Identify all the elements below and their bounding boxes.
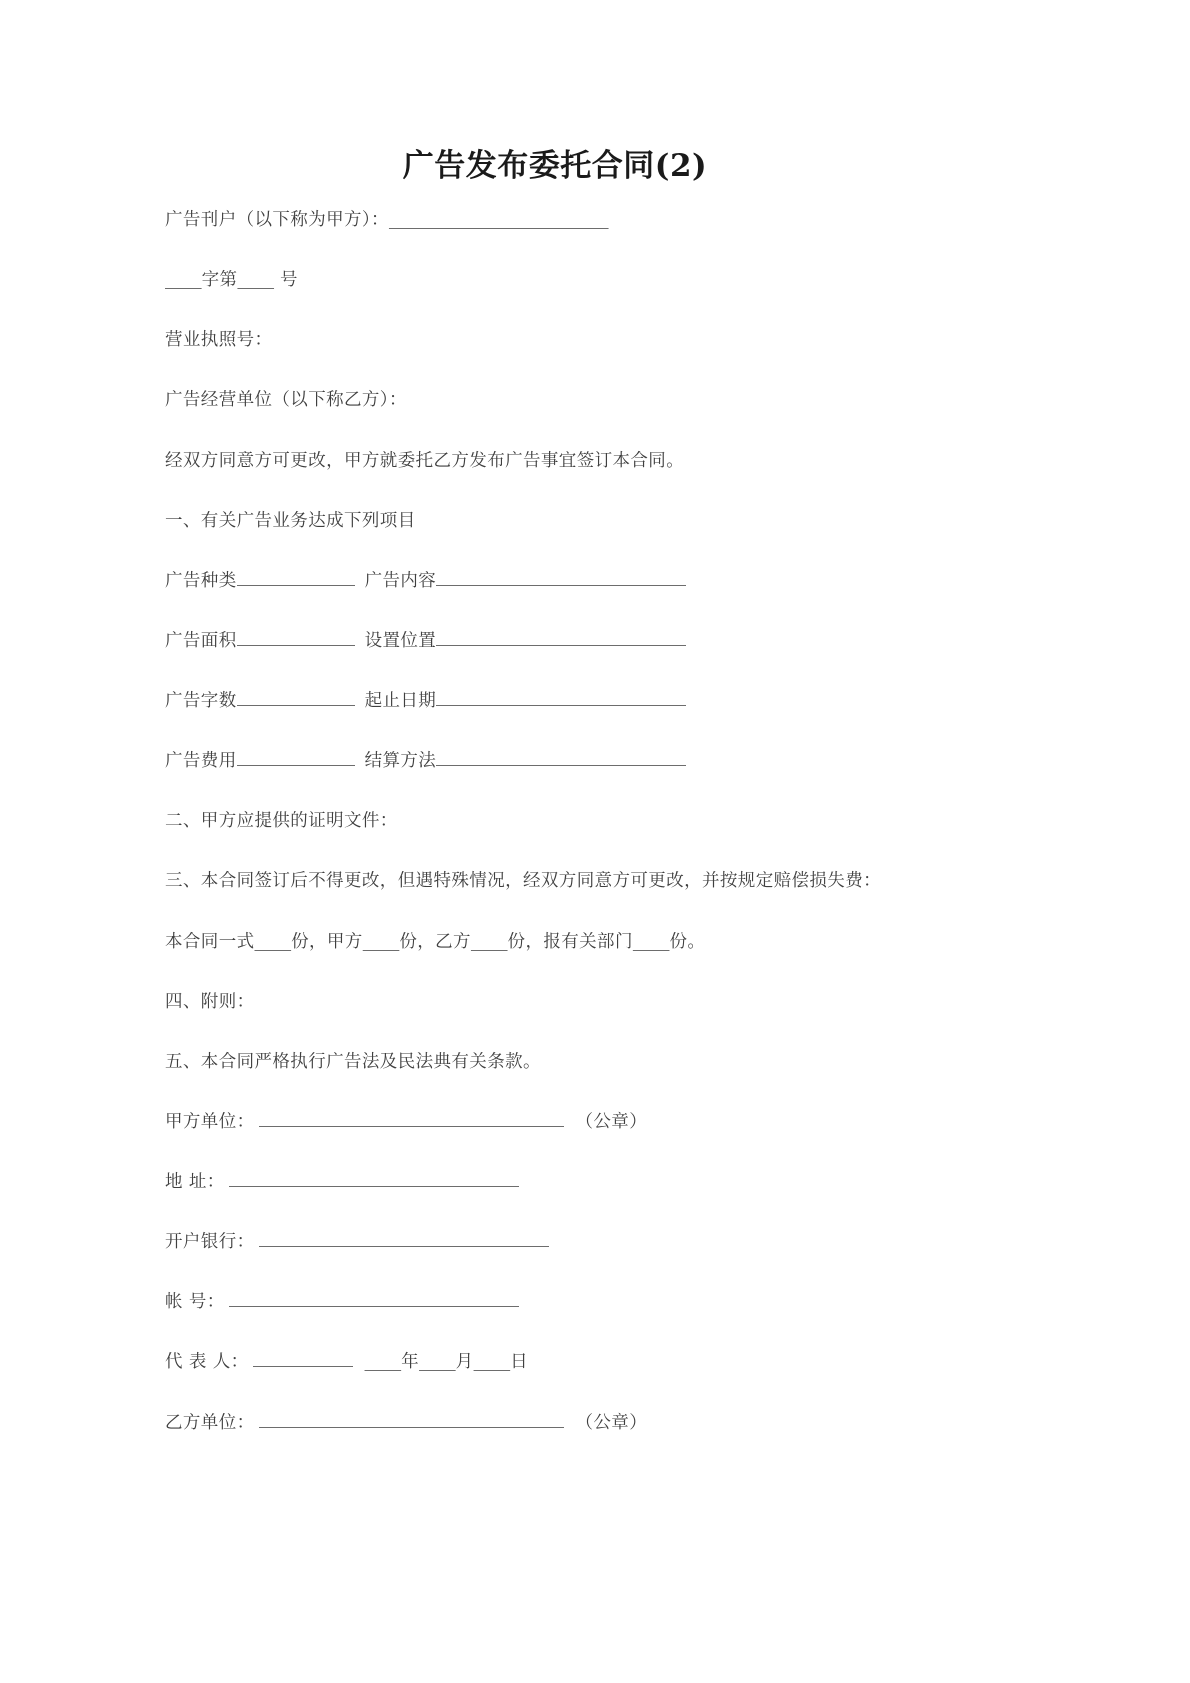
copies-blank-party-b[interactable] (471, 932, 508, 952)
label-ad-fee: 广告费用 (165, 751, 237, 772)
label-day: 日 (510, 1352, 529, 1373)
label-party-a-unit: 甲方单位： (165, 1111, 255, 1132)
signature-row-party-b-unit (165, 1410, 1045, 1437)
document-content (165, 140, 1045, 1470)
input-party-a-unit[interactable] (259, 1111, 564, 1127)
clause-three: 三、本合同签订后不得更改，但遇特殊情况，经双方同意方可更改，并按规定赔偿损失费： (165, 871, 881, 892)
paragraph-agreement: 经双方同意方可更改，甲方就委托乙方发布广告事宜签订本合同。 (165, 450, 685, 471)
seal-note-party-b: （公章） (575, 1412, 648, 1433)
copies-line (165, 929, 1045, 956)
input-day[interactable] (474, 1352, 511, 1372)
signature-row-account (165, 1289, 1045, 1316)
signature-row-representative (165, 1349, 1045, 1376)
copies-prefix: 本合同一式 (165, 931, 255, 952)
advertiser-blank[interactable] (389, 210, 609, 230)
label-address: 地 址： (165, 1172, 225, 1192)
label-ad-wordcount: 广告字数 (165, 691, 237, 711)
copies-sep-3: 份，报有关部门 (507, 931, 633, 952)
advertiser-label: 广告刊户（以下称为甲方）： (165, 210, 389, 230)
copies-suffix: 份。 (669, 931, 706, 952)
input-ad-area[interactable] (237, 630, 355, 646)
label-ad-area: 广告面积 (165, 630, 237, 651)
copies-blank-authority[interactable] (633, 932, 670, 952)
label-party-b-unit: 乙方单位： (165, 1412, 255, 1433)
input-ad-wordcount[interactable] (237, 690, 355, 706)
paragraph-agency: 广告经营单位（以下称乙方）： (165, 390, 407, 411)
label-bank: 开户银行： (165, 1232, 255, 1253)
input-ad-content[interactable] (436, 570, 686, 586)
clause-four: 四、附则： (165, 991, 255, 1012)
input-ad-fee[interactable] (237, 750, 355, 766)
input-settlement-method[interactable] (436, 750, 686, 766)
paragraph-advertiser (165, 207, 1045, 234)
input-year[interactable] (365, 1352, 402, 1372)
label-year: 年 (401, 1352, 420, 1373)
paragraph-serial (165, 267, 1045, 294)
page-title: 广告发布委托合同(2) (402, 148, 708, 184)
paragraph-license: 营业执照号： (165, 330, 273, 351)
label-ad-dates: 起止日期 (364, 691, 437, 711)
input-address[interactable] (229, 1171, 519, 1187)
copies-blank-total[interactable] (255, 932, 292, 952)
serial-blank-2[interactable] (237, 270, 274, 290)
label-settlement-method: 结算方法 (364, 751, 437, 772)
input-ad-type[interactable] (237, 570, 355, 586)
label-month: 月 (455, 1352, 474, 1373)
label-representative: 代 表 人： (165, 1352, 249, 1373)
copies-sep-1: 份，甲方 (291, 931, 363, 952)
label-ad-location: 设置位置 (364, 630, 437, 651)
input-party-b-unit[interactable] (259, 1412, 564, 1428)
input-ad-location[interactable] (436, 630, 686, 646)
seal-note-party-a: （公章） (575, 1111, 648, 1132)
input-bank[interactable] (259, 1231, 549, 1247)
serial-suffix-label: 号 (274, 270, 298, 291)
input-representative[interactable] (253, 1351, 353, 1367)
input-month[interactable] (419, 1352, 456, 1372)
serial-blank-1[interactable] (165, 270, 202, 290)
clause-one: 一、有关广告业务达成下列项目 (165, 510, 416, 531)
label-account: 帐 号： (165, 1292, 225, 1313)
label-ad-type: 广告种类 (165, 570, 237, 591)
input-ad-dates[interactable] (436, 690, 686, 706)
label-ad-content: 广告内容 (364, 570, 437, 591)
form-row-type-content (165, 568, 1045, 595)
serial-mid-label: 字第 (201, 270, 238, 291)
copies-blank-party-a[interactable] (363, 932, 400, 952)
signature-row-bank (165, 1229, 1045, 1256)
signature-row-address (165, 1169, 1045, 1196)
input-account[interactable] (229, 1291, 519, 1307)
date-group (365, 1349, 529, 1376)
clause-two: 二、甲方应提供的证明文件： (165, 811, 398, 832)
copies-sep-2: 份，乙方 (399, 931, 471, 952)
form-row-words-dates (165, 688, 1045, 715)
clause-five: 五、本合同严格执行广告法及民法典有关条款。 (165, 1051, 541, 1072)
signature-row-party-a-unit (165, 1109, 1045, 1136)
form-row-area-location (165, 628, 1045, 655)
form-row-fee-settlement (165, 748, 1045, 775)
